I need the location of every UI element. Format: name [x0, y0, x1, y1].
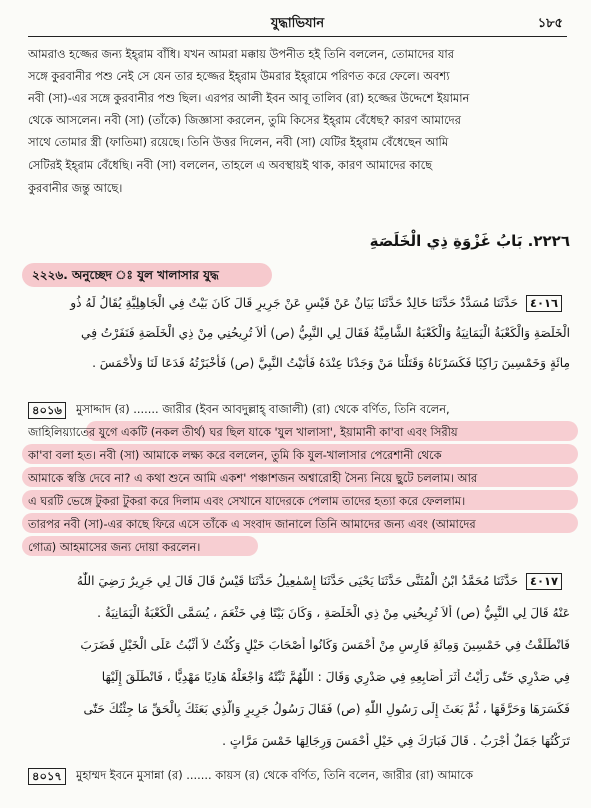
arabic-line: حَدَّثَنَا مُسَدَّدٌ حَدَّثَنَا خَالِدٌ حَدَّثَنَا بَيَانٌ عَنْ قَيْسٍ عَنْ جَرِيرٍ قَالَ كَانَ بَيْتٌ فِي الْجَاهِلِيَّةِ يُقَالُ لَهُ ذُو — [70, 296, 518, 310]
hadith-number-arabic: ٤٠١٧ — [526, 573, 562, 590]
bangla-line: তারপর নবী (সা)-এর কাছে ফিরে এসে তাঁকে এ সংবাদ জানালে তিনি আমাদের জন্য এবং (আমাদের — [28, 517, 476, 531]
running-title: যুদ্ধাভিযান — [270, 16, 325, 31]
arabic-line: الْخَلَصَةِ وَالْكَعْبَةُ الْيَمَانِيَةُ وَالْكَعْبَةُ الشَّامِيَّةُ فَقَالَ لِي النَّبِيُّ (ص) أَلاَ تُرِيحُنِي مِنْ ذِي الْخَلَصَةِ فَنَفَرْتُ فِي — [81, 326, 570, 340]
intro-line: কুরবানীর জন্তু আছে। — [28, 181, 123, 195]
hadith-number-bangla: ৪০১৬ — [28, 402, 66, 419]
page-number: ১৮৫ — [537, 16, 563, 31]
chapter-heading-arabic: ٢٢٢٦. بَابُ غَزْوَةِ ذِي الْخَلَصَةِ — [369, 232, 570, 250]
bangla-line: মুসাদ্দাদ (র) ....... জারীর (ইবন আবদুল্লাহ্‌ বাজালী) (রা) থেকে বর্ণিত, তিনি বলেন, — [76, 402, 450, 416]
arabic-line: حَدَّثَنَا مُحَمَّدُ ابْنُ الْمُثَنَّى حَدَّثَنَا يَحْيَى حَدَّثَنَا إِسْمٰعِيلُ حَدَّثَنَا قَيْسٌ قَالَ قَالَ لِي جَرِيرٌ رَضِيَ اللّٰهُ — [76, 574, 518, 588]
bangla-line: কা'বা বলা হত। নবী (সা) আমাকে লক্ষ্য করে বললেন, তুমি কি যুল-খালাসার পেরেশানী থেকে — [28, 448, 442, 462]
hadith-number-bangla: ৪০১৭ — [28, 768, 66, 785]
intro-line: সাথে তোমার স্ত্রী (ফাতিমা) রয়েছে। তিনি উত্তর দিলেন, নবী (সা) যেটির ইহ্‌রাম বেঁধেছেন আমি — [28, 135, 449, 149]
chapter-heading-highlight — [22, 263, 272, 287]
arabic-line: عَنْهُ قَالَ لِي النَّبِيُّ (ص) أَلاَ تُرِيحُنِي مِنْ ذِي الْخَلَصَةِ ، وَكَانَ بَيْتًا فِي خَثْعَمَ ، يُسَمَّى الْكَعْبَةُ الْيَمَانِيَةُ . — [97, 606, 570, 620]
intro-line: নবী (সা)-এর সঙ্গে কুরবানীর পশু ছিল। এরপর আলী ইবন আবূ তালিব (রা) হজ্জের উদ্দেশে ইয়ামান — [28, 91, 470, 105]
arabic-line: فَانْطَلَقْتُ فِي خَمْسِينَ وَمِائَةِ فَارِسٍ مِنْ أَحْمَسَ وَكَانُوا أَصْحَابَ خَيْلٍ وَكُنْتُ لاَ أَثْبُتُ عَلَى الْخَيْلِ فَضَرَبَ — [80, 638, 570, 652]
bangla-line: জাহিলিয়্যাতের যুগে একটি (নকল তীর্থ) ঘর ছিল যাকে 'যুল খালাসা', ইয়ামানী কা'বা এবং সিরীয় — [28, 425, 458, 439]
bangla-line: মুহাম্মদ ইবনে মুসান্না (র) ....... কায়স (র) থেকে বর্ণিত, তিনি বলেন, জারীর (রা) আমাকে — [76, 768, 473, 782]
bangla-line: এ ঘরটি ভেঙ্গে টুকরা টুকরা করে দিলাম এবং সেখানে যাদেরকে পেলাম তাদের হত্যা করে ফেললাম। — [28, 494, 466, 508]
bangla-line: আমাকে স্বস্তি দেবে না? এ কথা শুনে আমি একশ' পঞ্চাশজন অশ্বারোহী সৈন্য নিয়ে ছুটে চললাম। আর — [28, 471, 478, 485]
arabic-line: فَكَسَرَهَا وَحَرَّقَهَا ، ثُمَّ بَعَثَ إِلَى رَسُولِ اللّٰهِ (ص) فَقَالَ رَسُولُ جَرِيرٍ وَالَّذِي بَعَثَكَ بِالْحَقِّ مَا جِئْتُكَ حَتّٰى — [83, 702, 570, 716]
bangla-line: গোত্র) আহমাসের জন্য দোয়া করলেন। — [28, 540, 201, 554]
arabic-line: مِائَةٍ وَخَمْسِينَ رَاكِبًا فَكَسَرْنَاهُ وَقَتَلْنَا مَنْ وَجَدْنَا عِنْدَهُ فَأَتَيْتُ النَّبِيَّ (ص) فَأَخْبَرْتُهُ فَدَعَا لَنَا وَلأَحْمَسَ . — [92, 356, 570, 370]
intro-line: সঙ্গে কুরবানীর পশু নেই সে যেন তার হজ্জের ইহ্‌রাম উমরার ইহ্‌রামে পরিণত করে ফেলে। অবশ্য — [28, 69, 450, 83]
intro-line: আমরাও হজ্জের জন্য ইহ্‌রাম বাঁধি। যখন আমরা মক্কায় উপনীত হই তিনি বললেন, তোমাদের যার — [28, 47, 454, 61]
chapter-heading-bangla: ২২২৬. অনুচ্ছেদ ঃ যুল খালাসার যুদ্ধ — [32, 268, 219, 282]
intro-line: সেটিরই ইহ্‌রাম বেঁধেছি। নবী (সা) বললেন, তাহলে এ অবস্থায়ই থাক, কারণ আমাদের কাছে — [28, 158, 433, 172]
hadith-number-arabic: ٤٠١٦ — [526, 295, 562, 312]
intro-line: থেকে আসলেন। নবী (সা) (তাঁকে) জিজ্ঞাসা করলেন, তুমি কিসের ইহ্‌রাম বেঁধেছ? কারণ আমাদের — [28, 113, 461, 127]
page-header — [28, 14, 567, 37]
arabic-line: تَرَكْتُهَا جَمَلٌ أَجْرَبُ . قَالَ فَبَارَكَ فِي خَيْلِ أَحْمَسَ وَرِجَالِهَا خَمْسَ مَرَّاتٍ . — [222, 734, 570, 748]
arabic-line: فِي صَدْرِي حَتّٰى رَأَيْتُ أَثَرَ أَصَابِعِهِ فِي صَدْرِي وَقَالَ : اللّٰهُمَّ ثَبِّتْهُ وَاجْعَلْهُ هَادِيًا مَهْدِيًّا ، فَانْطَلَقَ إِلَيْهَا — [101, 670, 570, 684]
